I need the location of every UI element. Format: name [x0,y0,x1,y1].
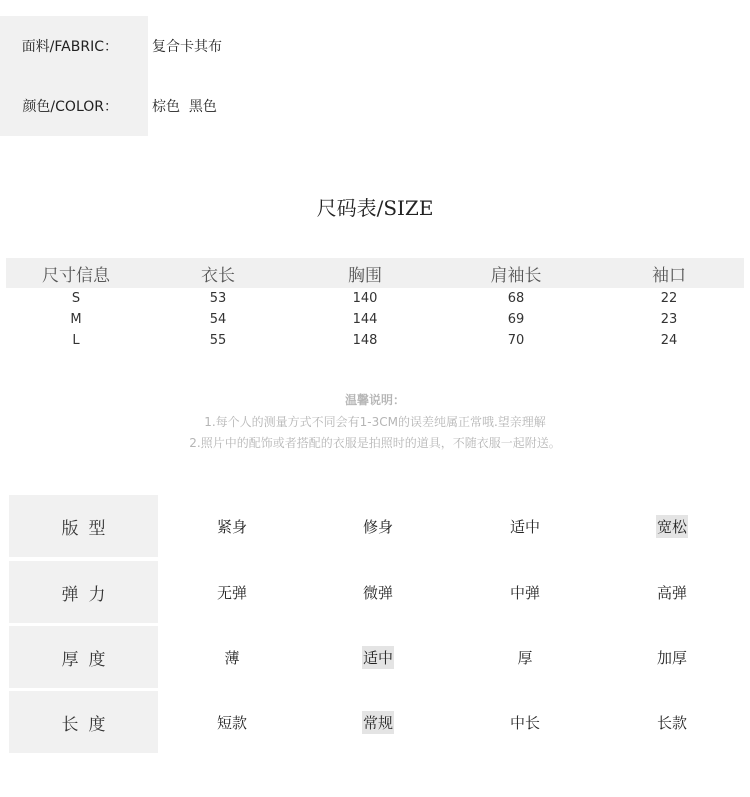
option-text: 加厚 [656,648,688,667]
attribute-option-selected [362,691,394,753]
fabric-value: 复合卡其布 [152,39,222,55]
option-text: 常规 [362,711,394,734]
attribute-row-length [0,691,750,753]
size-table [6,258,744,351]
attribute-label: 版型 [9,495,158,557]
table-cell: 144 [352,312,378,327]
table-cell: S [71,291,81,306]
attribute-option [216,691,248,753]
header-cell: 肩袖长 [490,265,542,286]
table-cell: 54 [209,312,227,327]
option-text: 短款 [216,713,248,732]
attribute-option [509,561,541,623]
table-cell: 55 [209,333,227,348]
header-cell: 胸围 [348,265,382,286]
table-cell: 23 [660,312,678,327]
option-text: 修身 [362,517,394,536]
table-cell: M [70,312,82,327]
attribute-option [362,561,394,623]
table-cell: L [72,333,80,348]
attribute-label: 长度 [9,691,158,753]
table-row [6,330,744,351]
table-cell: 69 [507,312,525,327]
option-text: 长款 [656,713,688,732]
notes-line-1: 1.每个人的测量方式不同会有1-3CM的误差纯属正常哦.望亲理解 [204,415,546,429]
attribute-option [216,495,248,557]
attribute-option [223,626,240,688]
notes-line-2: 2.照片中的配饰或者搭配的衣服是拍照时的道具，不随衣服一起附送。 [189,436,561,450]
attribute-label: 厚度 [9,626,158,688]
attribute-option-selected [362,626,394,688]
attribute-option [509,691,541,753]
option-text: 厚 [517,648,533,667]
color-value: 棕色 黑色 [152,99,217,115]
table-cell: 53 [209,291,227,306]
option-text: 适中 [509,517,541,536]
notes-title: 温馨说明： [344,393,405,407]
attribute-row-stretch [0,561,750,623]
attribute-option [516,626,533,688]
table-row [6,309,744,330]
attribute-option [216,561,248,623]
option-text: 中长 [509,713,541,732]
table-cell: 68 [507,291,525,306]
header-cell: 袖口 [652,265,686,286]
attribute-option [656,626,688,688]
option-text: 薄 [224,648,240,667]
option-text: 无弹 [216,583,248,602]
attribute-row-fit [0,495,750,557]
table-row [6,288,744,309]
table-cell: 140 [352,291,378,306]
attribute-label: 弹力 [9,561,158,623]
option-text: 紧身 [216,517,248,536]
size-table-header [6,258,744,288]
table-cell: 22 [660,291,678,306]
option-text: 适中 [362,646,394,669]
table-cell: 24 [660,333,678,348]
attribute-option [656,561,688,623]
size-chart-title: 尺码表/SIZE [316,196,434,220]
option-text: 中弹 [509,583,541,602]
attribute-option-selected [656,495,688,557]
table-cell: 70 [507,333,525,348]
fabric-row [0,16,750,76]
color-row [0,76,750,136]
attribute-row-thickness [0,626,750,688]
table-cell: 148 [352,333,378,348]
color-label: 颜色/COLOR： [0,76,148,136]
attribute-option [656,691,688,753]
attribute-option [509,495,541,557]
header-cell: 衣长 [201,265,235,286]
fabric-label: 面料/FABRIC： [0,16,148,76]
option-text: 宽松 [656,515,688,538]
option-text: 高弹 [656,583,688,602]
attribute-option [362,495,394,557]
option-text: 微弹 [362,583,394,602]
header-cell: 尺寸信息 [42,265,110,286]
